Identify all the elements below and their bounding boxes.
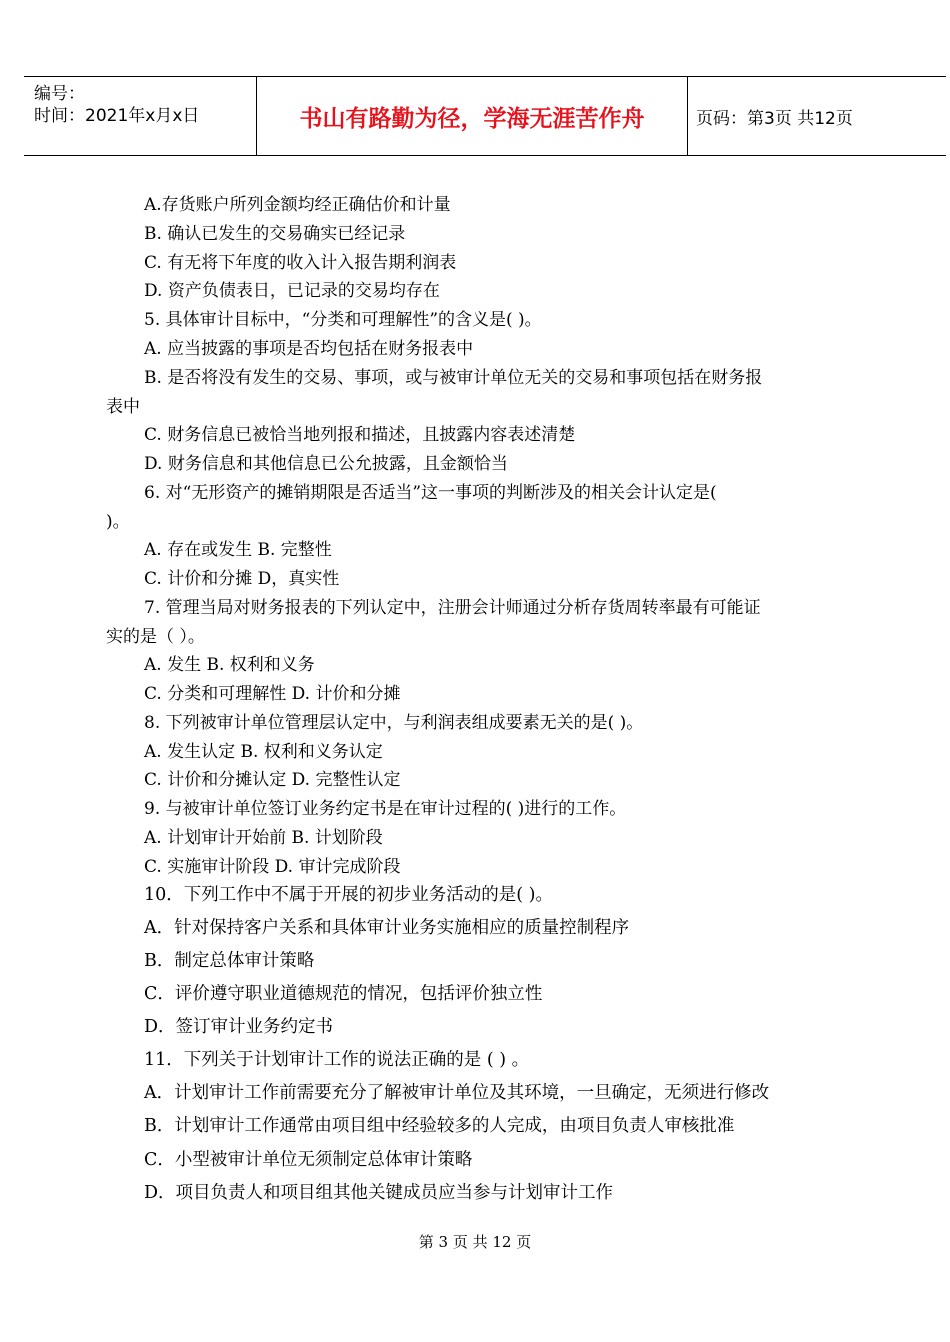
text-line: A. 发生认定 B. 权利和义务认定: [144, 742, 383, 762]
text-line: 实的是（ ）。: [106, 627, 205, 647]
question-5: 5. 具体审计目标中，“分类和可理解性”的含义是( )。: [144, 310, 542, 330]
text-line: C. 计价和分摊 D，真实性: [144, 569, 340, 589]
text-line: B. 是否将没有发生的交易、事项，或与被审计单位无关的交易和事项包括在财务报: [144, 368, 763, 388]
text-line: A．针对保持客户关系和具体审计业务实施相应的质量控制程序: [144, 918, 630, 938]
text-line: C. 计价和分摊认定 D. 完整性认定: [144, 770, 401, 790]
text-line: A. 发生 B. 权利和义务: [144, 655, 315, 675]
number-label: 编号：: [34, 84, 85, 104]
text-line: C．小型被审计单位无须制定总体审计策略: [144, 1150, 473, 1170]
page-footer: 第 3 页 共 12 页: [418, 1233, 532, 1251]
question-10: 10．下列工作中不属于开展的初步业务活动的是( )。: [144, 885, 553, 905]
text-line: D. 财务信息和其他信息已公允披露，且金额恰当: [144, 454, 508, 474]
text-line: D．签订审计业务约定书: [144, 1017, 334, 1037]
header-page-code: 页码：第3页 共12页: [696, 108, 853, 129]
question-9: 9. 与被审计单位签订业务约定书是在审计过程的( )进行的工作。: [144, 799, 627, 819]
text-line: A．计划审计工作前需要充分了解被审计单位及其环境，一旦确定，无须进行修改: [144, 1083, 770, 1103]
question-6: 6. 对“无形资产的摊销期限是否适当”这一事项的判断涉及的相关会计认定是(: [144, 483, 717, 503]
text-line: C．评价遵守职业道德规范的情况，包括评价独立性: [144, 984, 543, 1004]
header-table: [24, 76, 946, 156]
text-line: C. 有无将下年度的收入计入报告期利润表: [144, 253, 457, 273]
question-11: 11．下列关于计划审计工作的说法正确的是 ( ) 。: [144, 1050, 530, 1070]
text-line: D．项目负责人和项目组其他关键成员应当参与计划审计工作: [144, 1183, 614, 1203]
text-line: A.存货账户所列金额均经正确估价和计量: [144, 195, 451, 215]
text-line: B. 确认已发生的交易确实已经记录: [144, 224, 406, 244]
text-line: D. 资产负债表日，已记录的交易均存在: [144, 281, 440, 301]
text-line: B．制定总体审计策略: [144, 951, 315, 971]
text-line: 表中: [106, 397, 140, 417]
time-label: 时间：2021年x月x日: [34, 106, 200, 126]
text-line: A. 计划审计开始前 B. 计划阶段: [144, 828, 383, 848]
header-motto: 书山有路勤为径，学海无涯苦作舟: [299, 105, 645, 132]
text-line: C. 分类和可理解性 D. 计价和分摊: [144, 684, 401, 704]
text-line: A. 应当披露的事项是否均包括在财务报表中: [144, 339, 474, 359]
text-line: C. 实施审计阶段 D. 审计完成阶段: [144, 857, 401, 877]
text-line: B．计划审计工作通常由项目组中经验较多的人完成，由项目负责人审核批准: [144, 1116, 735, 1136]
question-8: 8. 下列被审计单位管理层认定中，与利润表组成要素无关的是( )。: [144, 713, 644, 733]
header-meta: [34, 77, 256, 155]
question-7: 7. 管理当局对财务报表的下列认定中，注册会计师通过分析存货周转率最有可能证: [144, 598, 761, 618]
text-line: )。: [106, 512, 130, 532]
header-divider-2: [687, 77, 688, 155]
text-line: C. 财务信息已被恰当地列报和描述，且披露内容表述清楚: [144, 425, 576, 445]
text-line: A. 存在或发生 B. 完整性: [144, 540, 332, 560]
